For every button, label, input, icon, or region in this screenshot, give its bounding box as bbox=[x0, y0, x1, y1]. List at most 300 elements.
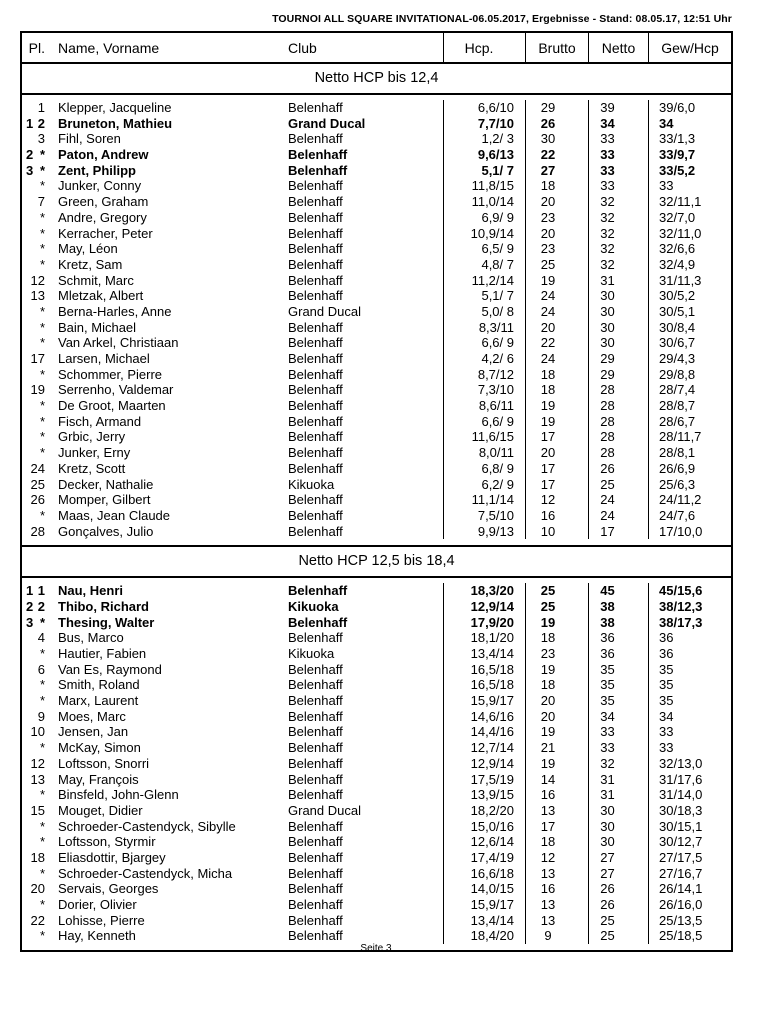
brutto-cell: 20 bbox=[525, 709, 588, 725]
club-cell: Belenhaff bbox=[288, 351, 343, 366]
brutto-cell: 19 bbox=[525, 662, 588, 678]
table-row bbox=[22, 147, 731, 163]
player-name-cell: Van Arkel, Christiaan bbox=[58, 335, 179, 351]
table-header-row bbox=[22, 33, 731, 64]
netto-cell: 28 bbox=[588, 398, 648, 414]
prize-rank-cell: 2 bbox=[26, 147, 34, 163]
hcp-cell: 13,9/15 bbox=[443, 787, 525, 803]
player-name-cell: Jensen, Jan bbox=[58, 724, 129, 740]
brutto-cell: 25 bbox=[525, 599, 588, 615]
table-row bbox=[22, 241, 731, 257]
brutto-cell: 17 bbox=[525, 819, 588, 835]
brutto-cell: 20 bbox=[525, 320, 588, 336]
netto-cell: 33 bbox=[588, 724, 648, 740]
brutto-cell: 20 bbox=[525, 226, 588, 242]
netto-cell: 31 bbox=[588, 787, 648, 803]
player-name-cell: Hay, Kenneth bbox=[58, 928, 136, 944]
brutto-cell: 17 bbox=[525, 461, 588, 477]
player-name-cell: Loftsson, Snorri bbox=[58, 755, 150, 771]
gew-hcp-cell: 28/8,1 bbox=[648, 445, 731, 461]
player-name-cell: Binsfeld, John-Glenn bbox=[58, 787, 179, 803]
gew-hcp-cell: 17/10,0 bbox=[648, 524, 731, 540]
hcp-cell: 14,0/15 bbox=[443, 881, 525, 897]
hcp-cell: 6,2/ 9 bbox=[443, 477, 525, 493]
page-number: Seite 3 bbox=[360, 943, 392, 954]
gew-hcp-cell: 33 bbox=[648, 724, 731, 740]
table-row bbox=[22, 367, 731, 383]
place-cell: * bbox=[39, 241, 45, 257]
netto-cell: 29 bbox=[588, 367, 648, 383]
club-cell: Belenhaff bbox=[288, 272, 343, 288]
club-cell: Grand Ducal bbox=[288, 303, 361, 319]
results-table bbox=[20, 31, 733, 952]
place-cell: 3 bbox=[37, 131, 45, 147]
header-hcp: Hcp. bbox=[443, 33, 525, 62]
gew-hcp-cell: 29/8,8 bbox=[648, 367, 731, 383]
hcp-cell: 16,6/18 bbox=[443, 866, 525, 882]
netto-cell: 32 bbox=[588, 194, 648, 210]
section-title: Netto HCP bis 12,4 bbox=[22, 64, 731, 95]
gew-hcp-cell: 30/6,7 bbox=[648, 335, 731, 351]
place-cell: * bbox=[39, 865, 45, 881]
player-name-cell: Maas, Jean Claude bbox=[58, 507, 171, 523]
player-name-cell: Klepper, Jacqueline bbox=[58, 100, 172, 115]
brutto-cell: 24 bbox=[525, 351, 588, 367]
gew-hcp-cell: 32/11,1 bbox=[648, 194, 731, 210]
netto-cell: 27 bbox=[588, 866, 648, 882]
place-cell: 12 bbox=[30, 272, 45, 288]
prize-rank-cell: 1 bbox=[26, 583, 34, 599]
player-name-cell: Nau, Henri bbox=[58, 583, 124, 599]
gew-hcp-cell: 30/18,3 bbox=[648, 803, 731, 819]
netto-cell: 25 bbox=[588, 928, 648, 944]
hcp-cell: 5,1/ 7 bbox=[443, 288, 525, 304]
club-cell: Belenhaff bbox=[288, 131, 343, 147]
place-cell: 19 bbox=[30, 382, 45, 398]
gew-hcp-cell: 31/14,0 bbox=[648, 787, 731, 803]
table-row bbox=[22, 524, 731, 540]
brutto-cell: 12 bbox=[525, 492, 588, 508]
hcp-cell: 15,0/16 bbox=[443, 819, 525, 835]
hcp-cell: 4,2/ 6 bbox=[443, 351, 525, 367]
place-cell: * bbox=[39, 614, 45, 630]
club-cell: Belenhaff bbox=[288, 445, 343, 461]
brutto-cell: 19 bbox=[525, 414, 588, 430]
gew-hcp-cell: 25/6,3 bbox=[648, 477, 731, 493]
table-row bbox=[22, 615, 731, 631]
gew-hcp-cell: 36 bbox=[648, 630, 731, 646]
brutto-cell: 30 bbox=[525, 131, 588, 147]
table-sections bbox=[22, 64, 731, 950]
club-cell: Belenhaff bbox=[288, 398, 343, 414]
header-netto: Netto bbox=[588, 33, 648, 62]
table-row bbox=[22, 194, 731, 210]
place-cell: * bbox=[39, 834, 45, 850]
place-cell: 1 bbox=[37, 100, 45, 115]
place-cell: * bbox=[39, 225, 45, 241]
hcp-cell: 11,1/14 bbox=[443, 492, 525, 508]
player-name-cell: Smith, Roland bbox=[58, 677, 140, 693]
place-cell: 15 bbox=[30, 802, 45, 818]
netto-cell: 35 bbox=[588, 677, 648, 693]
table-row bbox=[22, 226, 731, 242]
table-row bbox=[22, 693, 731, 709]
gew-hcp-cell: 30/15,1 bbox=[648, 819, 731, 835]
club-cell: Kikuoka bbox=[288, 646, 335, 661]
club-cell: Belenhaff bbox=[288, 256, 343, 272]
netto-cell: 34 bbox=[588, 709, 648, 725]
gew-hcp-cell: 36 bbox=[648, 646, 731, 662]
brutto-cell: 18 bbox=[525, 178, 588, 194]
section-title: Netto HCP 12,5 bis 18,4 bbox=[22, 547, 731, 578]
club-cell: Belenhaff bbox=[288, 413, 343, 429]
player-name-cell: May, François bbox=[58, 771, 139, 787]
netto-cell: 30 bbox=[588, 834, 648, 850]
hcp-cell: 6,6/ 9 bbox=[443, 335, 525, 351]
club-cell: Belenhaff bbox=[288, 319, 343, 335]
gew-hcp-cell: 30/5,1 bbox=[648, 304, 731, 320]
place-cell: * bbox=[39, 646, 45, 661]
netto-cell: 25 bbox=[588, 477, 648, 493]
club-cell: Belenhaff bbox=[288, 162, 348, 178]
netto-cell: 25 bbox=[588, 913, 648, 929]
place-cell: * bbox=[39, 256, 45, 272]
hcp-cell: 14,6/16 bbox=[443, 709, 525, 725]
hcp-cell: 8,3/11 bbox=[443, 320, 525, 336]
place-cell: * bbox=[39, 162, 45, 178]
player-name-cell: Schmit, Marc bbox=[58, 272, 134, 288]
table-row bbox=[22, 461, 731, 477]
gew-hcp-cell: 34 bbox=[648, 709, 731, 725]
netto-cell: 31 bbox=[588, 772, 648, 788]
player-name-cell: Serrenho, Valdemar bbox=[58, 382, 174, 398]
table-row bbox=[22, 100, 731, 116]
player-name-cell: Bruneton, Mathieu bbox=[58, 115, 173, 131]
gew-hcp-cell: 27/16,7 bbox=[648, 866, 731, 882]
netto-cell: 33 bbox=[588, 147, 648, 163]
place-cell: * bbox=[39, 303, 45, 319]
hcp-cell: 17,9/20 bbox=[443, 615, 525, 631]
brutto-cell: 12 bbox=[525, 850, 588, 866]
brutto-cell: 20 bbox=[525, 693, 588, 709]
place-cell: * bbox=[39, 147, 45, 163]
gew-hcp-cell: 25/13,5 bbox=[648, 913, 731, 929]
brutto-cell: 25 bbox=[525, 257, 588, 273]
player-name-cell: Andre, Gregory bbox=[58, 209, 147, 225]
netto-cell: 28 bbox=[588, 414, 648, 430]
brutto-cell: 24 bbox=[525, 304, 588, 320]
table-row bbox=[22, 866, 731, 882]
brutto-cell: 17 bbox=[525, 429, 588, 445]
brutto-cell: 16 bbox=[525, 787, 588, 803]
brutto-cell: 26 bbox=[525, 116, 588, 132]
hcp-cell: 18,2/20 bbox=[443, 803, 525, 819]
club-cell: Belenhaff bbox=[288, 677, 343, 693]
table-row bbox=[22, 335, 731, 351]
netto-cell: 33 bbox=[588, 178, 648, 194]
netto-cell: 24 bbox=[588, 492, 648, 508]
place-cell: 10 bbox=[30, 724, 45, 740]
brutto-cell: 22 bbox=[525, 335, 588, 351]
gew-hcp-cell: 32/11,0 bbox=[648, 226, 731, 242]
player-name-cell: Berna-Harles, Anne bbox=[58, 303, 172, 319]
place-cell: * bbox=[39, 928, 45, 944]
player-name-cell: Grbic, Jerry bbox=[58, 429, 126, 445]
netto-cell: 33 bbox=[588, 740, 648, 756]
club-cell: Grand Ducal bbox=[288, 115, 366, 131]
player-name-cell: Servais, Georges bbox=[58, 881, 159, 897]
brutto-cell: 19 bbox=[525, 756, 588, 772]
club-cell: Belenhaff bbox=[288, 849, 343, 865]
netto-cell: 26 bbox=[588, 881, 648, 897]
hcp-cell: 1,2/ 3 bbox=[443, 131, 525, 147]
player-name-cell: Momper, Gilbert bbox=[58, 492, 151, 508]
table-row bbox=[22, 724, 731, 740]
club-cell: Belenhaff bbox=[288, 912, 343, 928]
hcp-cell: 6,5/ 9 bbox=[443, 241, 525, 257]
gew-hcp-cell: 38/17,3 bbox=[648, 615, 731, 631]
gew-hcp-cell: 26/14,1 bbox=[648, 881, 731, 897]
place-cell: 22 bbox=[30, 912, 45, 928]
place-cell: 17 bbox=[30, 351, 45, 366]
player-name-cell: Kretz, Sam bbox=[58, 256, 123, 272]
player-name-cell: Junker, Conny bbox=[58, 178, 142, 194]
place-cell: * bbox=[39, 445, 45, 461]
player-name-cell: Fisch, Armand bbox=[58, 413, 142, 429]
hcp-cell: 18,3/20 bbox=[443, 583, 525, 599]
place-cell: 2 bbox=[37, 115, 45, 131]
hcp-cell: 6,9/ 9 bbox=[443, 210, 525, 226]
table-row bbox=[22, 163, 731, 179]
table-row bbox=[22, 897, 731, 913]
club-cell: Belenhaff bbox=[288, 771, 343, 787]
gew-hcp-cell: 35 bbox=[648, 677, 731, 693]
gew-hcp-cell: 32/7,0 bbox=[648, 210, 731, 226]
gew-hcp-cell: 28/11,7 bbox=[648, 429, 731, 445]
prize-rank-cell: 2 bbox=[26, 598, 34, 614]
brutto-cell: 20 bbox=[525, 445, 588, 461]
player-name-cell: May, Léon bbox=[58, 241, 118, 257]
player-name-cell: Schommer, Pierre bbox=[58, 366, 163, 382]
club-cell: Kikuoka bbox=[288, 476, 335, 492]
brutto-cell: 16 bbox=[525, 508, 588, 524]
netto-cell: 32 bbox=[588, 257, 648, 273]
netto-cell: 26 bbox=[588, 461, 648, 477]
section-rows bbox=[22, 95, 731, 545]
netto-cell: 35 bbox=[588, 662, 648, 678]
hcp-cell: 11,6/15 bbox=[443, 429, 525, 445]
club-cell: Belenhaff bbox=[288, 897, 343, 912]
hcp-cell: 13,4/14 bbox=[443, 913, 525, 929]
hcp-cell: 14,4/16 bbox=[443, 724, 525, 740]
gew-hcp-cell: 35 bbox=[648, 693, 731, 709]
hcp-cell: 12,9/14 bbox=[443, 756, 525, 772]
place-cell: 6 bbox=[37, 661, 45, 677]
place-cell: * bbox=[39, 693, 45, 709]
place-cell: * bbox=[39, 787, 45, 803]
place-cell: * bbox=[39, 209, 45, 225]
gew-hcp-cell: 28/7,4 bbox=[648, 382, 731, 398]
brutto-cell: 19 bbox=[525, 615, 588, 631]
hcp-cell: 6,6/ 9 bbox=[443, 414, 525, 430]
place-cell: * bbox=[39, 897, 45, 912]
gew-hcp-cell: 30/12,7 bbox=[648, 834, 731, 850]
club-cell: Belenhaff bbox=[288, 583, 348, 599]
club-cell: Belenhaff bbox=[288, 740, 343, 756]
netto-cell: 32 bbox=[588, 226, 648, 242]
brutto-cell: 18 bbox=[525, 834, 588, 850]
place-cell: * bbox=[39, 178, 45, 194]
netto-cell: 28 bbox=[588, 382, 648, 398]
table-row bbox=[22, 787, 731, 803]
hcp-cell: 16,5/18 bbox=[443, 662, 525, 678]
brutto-cell: 17 bbox=[525, 477, 588, 493]
brutto-cell: 19 bbox=[525, 273, 588, 289]
place-cell: * bbox=[39, 818, 45, 834]
brutto-cell: 16 bbox=[525, 881, 588, 897]
netto-cell: 36 bbox=[588, 630, 648, 646]
place-cell: 26 bbox=[30, 492, 45, 508]
prize-rank-cell: 3 bbox=[26, 162, 34, 178]
brutto-cell: 19 bbox=[525, 398, 588, 414]
player-name-cell: Hautier, Fabien bbox=[58, 646, 147, 661]
place-cell: * bbox=[39, 366, 45, 382]
table-row bbox=[22, 630, 731, 646]
club-cell: Belenhaff bbox=[288, 881, 343, 897]
table-row bbox=[22, 414, 731, 430]
club-cell: Grand Ducal bbox=[288, 802, 361, 818]
place-cell: 18 bbox=[30, 849, 45, 865]
brutto-cell: 13 bbox=[525, 897, 588, 913]
place-cell: 24 bbox=[30, 460, 45, 476]
brutto-cell: 23 bbox=[525, 646, 588, 662]
table-row bbox=[22, 116, 731, 132]
table-row bbox=[22, 398, 731, 414]
hcp-cell: 12,6/14 bbox=[443, 834, 525, 850]
hcp-cell: 17,4/19 bbox=[443, 850, 525, 866]
header-place: Pl. bbox=[28, 39, 45, 56]
table-row bbox=[22, 351, 731, 367]
club-cell: Belenhaff bbox=[288, 693, 343, 709]
hcp-cell: 9,6/13 bbox=[443, 147, 525, 163]
brutto-cell: 21 bbox=[525, 740, 588, 756]
player-name-cell: Marx, Laurent bbox=[58, 693, 139, 709]
netto-cell: 32 bbox=[588, 756, 648, 772]
club-cell: Belenhaff bbox=[288, 194, 343, 210]
place-cell: 20 bbox=[30, 881, 45, 897]
result-section bbox=[22, 64, 731, 545]
table-row bbox=[22, 677, 731, 693]
hcp-cell: 8,6/11 bbox=[443, 398, 525, 414]
prize-rank-cell: 1 bbox=[26, 115, 34, 131]
brutto-cell: 23 bbox=[525, 241, 588, 257]
place-cell: 25 bbox=[30, 476, 45, 492]
gew-hcp-cell: 27/17,5 bbox=[648, 850, 731, 866]
hcp-cell: 18,4/20 bbox=[443, 928, 525, 944]
gew-hcp-cell: 25/18,5 bbox=[648, 928, 731, 944]
player-name-cell: Eliasdottir, Bjargey bbox=[58, 849, 166, 865]
gew-hcp-cell: 38/12,3 bbox=[648, 599, 731, 615]
netto-cell: 34 bbox=[588, 116, 648, 132]
netto-cell: 30 bbox=[588, 335, 648, 351]
place-cell: 2 bbox=[37, 598, 45, 614]
brutto-cell: 13 bbox=[525, 866, 588, 882]
netto-cell: 35 bbox=[588, 693, 648, 709]
document-title: TOURNOI ALL SQUARE INVITATIONAL-06.05.2017, Ergebnisse - Stand: 08.05.17, 12:51 Uhr bbox=[272, 13, 732, 25]
hcp-cell: 12,7/14 bbox=[443, 740, 525, 756]
player-name-cell: Paton, Andrew bbox=[58, 147, 149, 163]
gew-hcp-cell: 35 bbox=[648, 662, 731, 678]
gew-hcp-cell: 30/5,2 bbox=[648, 288, 731, 304]
club-cell: Belenhaff bbox=[288, 147, 348, 163]
table-row bbox=[22, 740, 731, 756]
gew-hcp-cell: 28/8,7 bbox=[648, 398, 731, 414]
table-row bbox=[22, 210, 731, 226]
gew-hcp-cell: 28/6,7 bbox=[648, 414, 731, 430]
gew-hcp-cell: 39/6,0 bbox=[648, 100, 731, 116]
player-name-cell: Dorier, Olivier bbox=[58, 897, 137, 912]
table-row bbox=[22, 288, 731, 304]
club-cell: Belenhaff bbox=[288, 382, 343, 398]
hcp-cell: 8,0/11 bbox=[443, 445, 525, 461]
table-row bbox=[22, 819, 731, 835]
table-row bbox=[22, 304, 731, 320]
brutto-cell: 13 bbox=[525, 803, 588, 819]
club-cell: Belenhaff bbox=[288, 614, 348, 630]
player-name-cell: Mletzak, Albert bbox=[58, 288, 144, 304]
brutto-cell: 23 bbox=[525, 210, 588, 226]
player-name-cell: Decker, Nathalie bbox=[58, 476, 154, 492]
netto-cell: 29 bbox=[588, 351, 648, 367]
gew-hcp-cell: 26/16,0 bbox=[648, 897, 731, 913]
netto-cell: 30 bbox=[588, 819, 648, 835]
player-name-cell: De Groot, Maarten bbox=[58, 398, 166, 414]
player-name-cell: Bus, Marco bbox=[58, 630, 124, 646]
gew-hcp-cell: 24/11,2 bbox=[648, 492, 731, 508]
netto-cell: 45 bbox=[588, 583, 648, 599]
player-name-cell: Kerracher, Peter bbox=[58, 225, 153, 241]
place-cell: 28 bbox=[30, 523, 45, 539]
table-row bbox=[22, 492, 731, 508]
gew-hcp-cell: 30/8,4 bbox=[648, 320, 731, 336]
place-cell: * bbox=[39, 335, 45, 351]
club-cell: Belenhaff bbox=[288, 178, 343, 194]
place-cell: * bbox=[39, 507, 45, 523]
netto-cell: 26 bbox=[588, 897, 648, 913]
place-cell: 4 bbox=[37, 630, 45, 646]
gew-hcp-cell: 24/7,6 bbox=[648, 508, 731, 524]
brutto-cell: 13 bbox=[525, 913, 588, 929]
club-cell: Belenhaff bbox=[288, 507, 343, 523]
brutto-cell: 25 bbox=[525, 583, 588, 599]
club-cell: Belenhaff bbox=[288, 755, 343, 771]
gew-hcp-cell: 32/13,0 bbox=[648, 756, 731, 772]
netto-cell: 28 bbox=[588, 445, 648, 461]
netto-cell: 38 bbox=[588, 615, 648, 631]
place-cell: 7 bbox=[37, 194, 45, 210]
gew-hcp-cell: 33/1,3 bbox=[648, 131, 731, 147]
hcp-cell: 6,6/10 bbox=[443, 100, 525, 116]
place-cell: 12 bbox=[30, 755, 45, 771]
player-name-cell: Fihl, Soren bbox=[58, 131, 121, 147]
result-section bbox=[22, 545, 731, 950]
table-row bbox=[22, 646, 731, 662]
place-cell: * bbox=[39, 398, 45, 414]
club-cell: Belenhaff bbox=[288, 630, 343, 646]
brutto-cell: 27 bbox=[525, 163, 588, 179]
brutto-cell: 18 bbox=[525, 677, 588, 693]
place-cell: 9 bbox=[37, 708, 45, 724]
